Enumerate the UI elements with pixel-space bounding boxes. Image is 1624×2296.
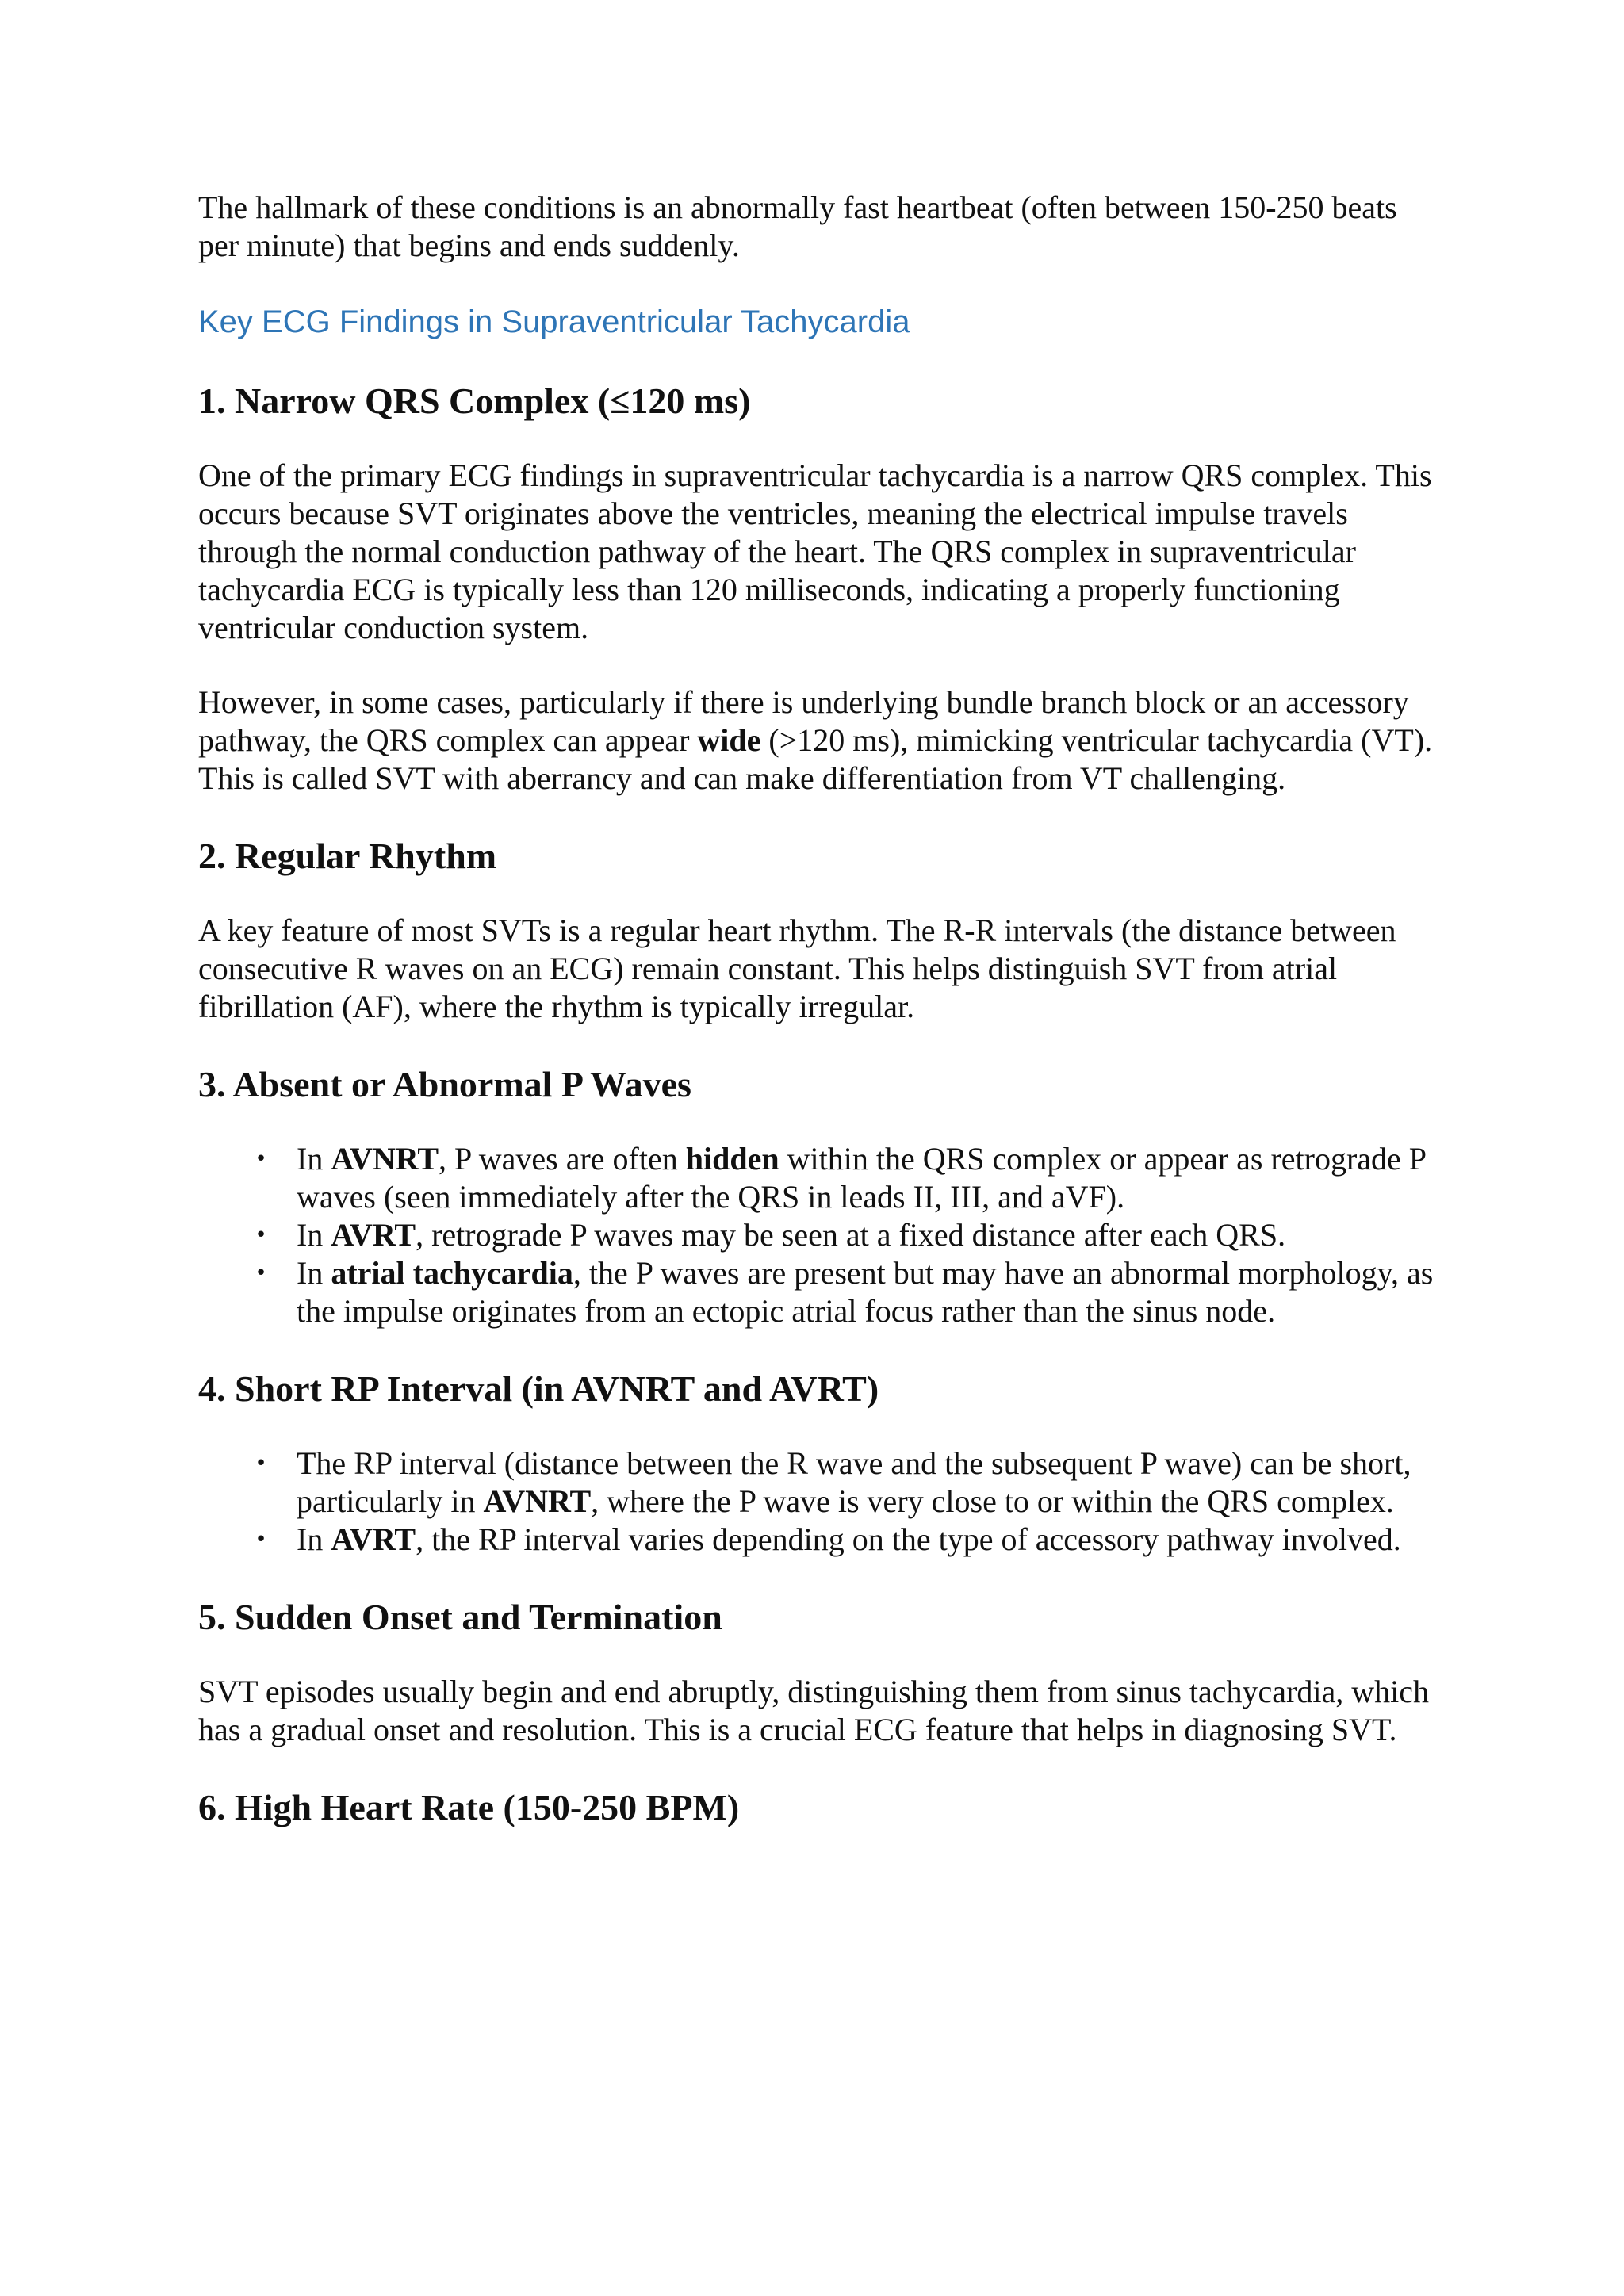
- section-1-p2-bold: wide: [697, 722, 761, 758]
- bullet-icon: •: [255, 1261, 267, 1285]
- section-3-heading: 3. Absent or Abnormal P Waves: [198, 1064, 691, 1104]
- list-item: [198, 1216, 1435, 1254]
- list-item-bold: AVRT: [331, 1217, 416, 1253]
- list-item-text-c: , the RP interval varies depending on the type of accessory pathway involved.: [416, 1521, 1401, 1557]
- list-item: [198, 1254, 1435, 1330]
- bullet-icon: •: [255, 1452, 267, 1475]
- list-item-text-c: , where the P wave is very close to or within the QRS complex.: [591, 1483, 1394, 1519]
- section-1-p2-text-c: (>120 ms), mimicking ventricular tachycardia (VT). This is called SVT with aberrancy and can make differentiation from VT challenging.: [198, 722, 1433, 796]
- section-1-p2-text-a: However, in some cases, particularly if there is underlying bundle branch block or an accessory pathway, the QRS complex can appear: [198, 684, 1409, 758]
- document-subtitle: Key ECG Findings in Supraventricular Tachycardia: [198, 304, 910, 339]
- section-1-paragraph-1: One of the primary ECG findings in supraventricular tachycardia is a narrow QRS complex. This occurs because SVT originates above the ventricles, meaning the electrical impulse travels through the normal conduction pathway of the heart. The QRS complex in supraventricular tachycardia ECG is typically less than 120 milliseconds, indicating a properly functioning ventricular conduction system.: [198, 457, 1432, 645]
- section-5-heading: 5. Sudden Onset and Termination: [198, 1597, 722, 1637]
- section-3-list: [198, 1140, 1435, 1330]
- document-page: [198, 189, 1435, 1830]
- list-item: [198, 1445, 1435, 1521]
- list-item-text-a: In: [297, 1217, 331, 1253]
- list-item-text-a: In: [297, 1141, 331, 1177]
- bullet-icon: •: [255, 1528, 267, 1552]
- section-6-heading: 6. High Heart Rate (150-250 BPM): [198, 1787, 740, 1827]
- list-item-text-c: , the P waves are present but may have an abnormal morphology, as the impulse originates from an ectopic atrial focus rather than the sinus node.: [297, 1255, 1434, 1329]
- list-item-bold-2: hidden: [685, 1141, 779, 1177]
- section-1-heading: 1. Narrow QRS Complex (≤120 ms): [198, 381, 751, 421]
- section-2-heading: 2. Regular Rhythm: [198, 836, 497, 876]
- section-5-paragraph-1: SVT episodes usually begin and end abruptly, distinguishing them from sinus tachycardia, which has a gradual onset and resolution. This is a crucial ECG feature that helps in diagnosing SVT.: [198, 1674, 1429, 1747]
- list-item: [198, 1140, 1435, 1216]
- list-item-text-a: In: [297, 1255, 331, 1291]
- intro-paragraph: The hallmark of these conditions is an abnormally fast heartbeat (often between 150-250 beats per minute) that begins and ends suddenly.: [198, 189, 1397, 263]
- list-item-text-a: The RP interval (distance between the R wave and the subsequent P wave) can be short, particularly in: [297, 1445, 1411, 1519]
- section-4-heading: 4. Short RP Interval (in AVNRT and AVRT): [198, 1368, 879, 1409]
- section-4-list: [198, 1445, 1435, 1559]
- section-2-paragraph-1: A key feature of most SVTs is a regular heart rhythm. The R-R intervals (the distance between consecutive R waves on an ECG) remain constant. This helps distinguish SVT from atrial fibrillation (AF), where the rhythm is typically irregular.: [198, 913, 1396, 1024]
- bullet-icon: •: [255, 1147, 267, 1171]
- list-item-text-a: In: [297, 1521, 331, 1557]
- list-item-text-e: within the QRS complex or appear as retrograde P waves (seen immediately after the QRS in leads II, III, and aVF).: [297, 1141, 1426, 1215]
- list-item-bold: AVRT: [331, 1521, 416, 1557]
- list-item-bold: atrial tachycardia: [331, 1255, 573, 1291]
- list-item-text-c: , P waves are often: [439, 1141, 686, 1177]
- list-item-bold: AVNRT: [483, 1483, 592, 1519]
- list-item-text-c: , retrograde P waves may be seen at a fixed distance after each QRS.: [416, 1217, 1286, 1253]
- list-item: [198, 1521, 1435, 1559]
- bullet-icon: •: [255, 1223, 267, 1247]
- list-item-bold: AVNRT: [331, 1141, 439, 1177]
- section-1-paragraph-2: [198, 683, 1435, 798]
